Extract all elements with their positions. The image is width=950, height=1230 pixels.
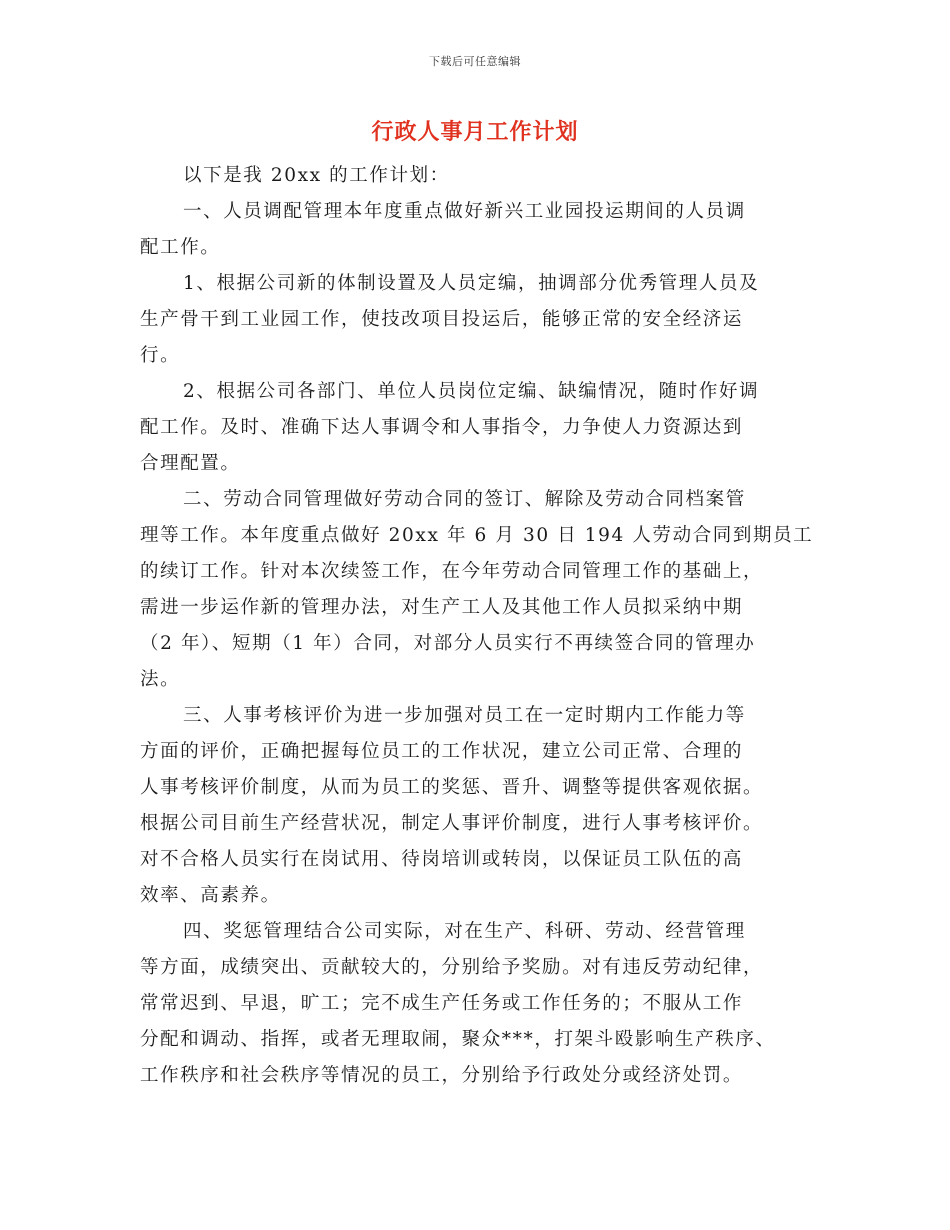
paragraph-line: 以下是我 20xx 的工作计划： <box>183 165 450 186</box>
paragraph-line: 方面的评价，正确把握每位员工的工作状况，建立公司正常、合理的 <box>140 741 744 762</box>
paragraph-intro <box>140 158 820 194</box>
paragraph-line: 二、劳动合同管理做好劳动合同的签订、解除及劳动合同档案管 <box>183 489 746 510</box>
paragraph-section-4 <box>140 914 820 1094</box>
paragraph-line: 根据公司目前生产经营状况，制定人事评价制度，进行人事考核评价。 <box>140 813 764 834</box>
paragraph-line: 配工作。 <box>140 237 221 258</box>
paragraph-line: 需进一步运作新的管理办法，对生产工人及其他工作人员拟采纳中期 <box>140 597 744 618</box>
paragraph-line: 效率、高素养。 <box>140 885 281 906</box>
paragraph-line: 人事考核评价制度，从而为员工的奖惩、晋升、调整等提供客观依据。 <box>140 777 764 798</box>
paragraph-line: 一、人员调配管理本年度重点做好新兴工业园投运期间的人员调 <box>183 201 746 222</box>
document-body <box>140 158 820 1094</box>
paragraph-item-1 <box>140 266 820 374</box>
paragraph-section-3 <box>140 698 820 914</box>
paragraph-line: 行。 <box>140 345 181 366</box>
paragraph-line: 1、根据公司新的体制设置及人员定编，抽调部分优秀管理人员及 <box>183 273 760 294</box>
paragraph-section-1 <box>140 194 820 266</box>
document-title: 行政人事月工作计划 <box>371 119 579 145</box>
paragraph-line: 生产骨干到工业园工作，使技改项目投运后，能够正常的安全经济运 <box>140 309 744 330</box>
paragraph-section-2 <box>140 482 820 698</box>
paragraph-line: 工作秩序和社会秩序等情况的员工，分别给予行政处分或经济处罚。 <box>140 1065 744 1086</box>
header-note: 下载后可任意编辑 <box>429 55 521 68</box>
paragraph-line: 配工作。及时、准确下达人事调令和人事指令，力争使人力资源达到 <box>140 417 744 438</box>
paragraph-item-2 <box>140 374 820 482</box>
paragraph-line: 法。 <box>140 669 181 690</box>
paragraph-line: 2、根据公司各部门、单位人员岗位定编、缺编情况，随时作好调 <box>183 381 760 402</box>
paragraph-line: 常常迟到、早退，旷工；完不成生产任务或工作任务的；不服从工作 <box>140 993 744 1014</box>
paragraph-line: （2 年）、短期（1 年）合同，对部分人员实行不再续签合同的管理办 <box>140 633 756 654</box>
paragraph-line: 理等工作。本年度重点做好 20xx 年 6 月 30 日 194 人劳动合同到期员工 <box>140 525 814 546</box>
paragraph-line: 合理配置。 <box>140 453 241 474</box>
paragraph-line: 等方面，成绩突出、贡献较大的，分别给予奖励。对有违反劳动纪律， <box>140 957 764 978</box>
paragraph-line: 分配和调动、指挥，或者无理取闹，聚众***，打架斗殴影响生产秩序、 <box>140 1029 776 1050</box>
paragraph-line: 的续订工作。针对本次续签工作，在今年劳动合同管理工作的基础上， <box>140 561 764 582</box>
paragraph-line: 四、奖惩管理结合公司实际，对在生产、科研、劳动、经营管理 <box>183 921 746 942</box>
paragraph-line: 三、人事考核评价为进一步加强对员工在一定时期内工作能力等 <box>183 705 746 726</box>
paragraph-line: 对不合格人员实行在岗试用、待岗培训或转岗，以保证员工队伍的高 <box>140 849 744 870</box>
